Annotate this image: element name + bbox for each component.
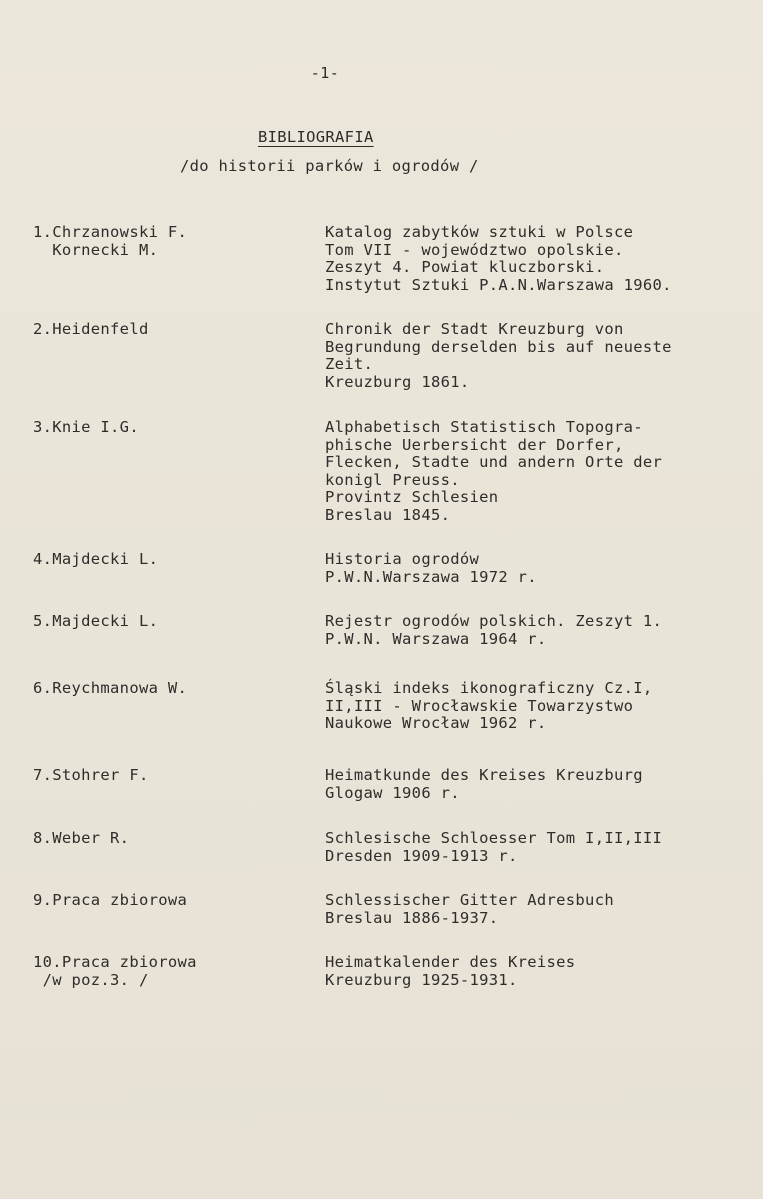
work-line: Glogaw 1906 r. bbox=[325, 783, 460, 802]
work-line: Historia ogrodów bbox=[325, 550, 480, 568]
entry-work bbox=[325, 830, 745, 865]
author-line: 4.Majdecki L. bbox=[33, 550, 159, 568]
entry-work bbox=[325, 551, 745, 586]
entry-author bbox=[33, 551, 313, 569]
work-line: Alphabetisch Statistisch Topogra- bbox=[325, 418, 643, 436]
author-line: 5.Majdecki L. bbox=[33, 612, 159, 630]
entry-work bbox=[325, 419, 745, 524]
work-line: P.W.N.Warszawa 1972 r. bbox=[325, 567, 537, 586]
entry-work bbox=[325, 892, 745, 927]
page-subtitle: /do historii parków i ogrodów / bbox=[180, 157, 479, 175]
work-line: Zeit. bbox=[325, 355, 374, 373]
work-line: Dresden 1909-1913 r. bbox=[325, 846, 518, 865]
author-line: Kornecki M. bbox=[33, 240, 159, 259]
work-line: konigl Preuss. bbox=[325, 470, 460, 489]
entry-author bbox=[33, 224, 313, 259]
author-line: 10.Praca zbiorowa bbox=[33, 953, 197, 971]
work-line: II,III - Wrocławskie Towarzystwo bbox=[325, 696, 634, 715]
work-line: Chronik der Stadt Kreuzburg von bbox=[325, 320, 624, 338]
author-line: 1.Chrzanowski F. bbox=[33, 223, 188, 241]
work-line: Heimatkalender des Kreises bbox=[325, 953, 576, 971]
entry-work bbox=[325, 767, 745, 802]
work-line: Breslau 1845. bbox=[325, 505, 451, 524]
work-line: Kreuzburg 1861. bbox=[325, 372, 470, 391]
work-line: Śląski indeks ikonograficzny Cz.I, bbox=[325, 679, 653, 697]
page-title: BIBLIOGRAFIA bbox=[258, 128, 374, 146]
work-line: Heimatkunde des Kreises Kreuzburg bbox=[325, 766, 643, 784]
work-line: Schlesische Schloesser Tom I,II,III bbox=[325, 829, 663, 847]
entry-author bbox=[33, 892, 313, 910]
work-line: Schlessischer Gitter Adresbuch bbox=[325, 891, 614, 909]
entry-author bbox=[33, 830, 313, 848]
work-line: Begrundung derselden bis auf neueste bbox=[325, 337, 672, 356]
work-line: Provintz Schlesien bbox=[325, 488, 499, 506]
work-line: Naukowe Wrocław 1962 r. bbox=[325, 714, 547, 732]
entry-work bbox=[325, 954, 745, 989]
work-line: Kreuzburg 1925-1931. bbox=[325, 970, 518, 989]
entry-work bbox=[325, 321, 745, 391]
entry-author bbox=[33, 419, 313, 437]
entry-work bbox=[325, 224, 745, 294]
work-line: Tom VII - województwo opolskie. bbox=[325, 240, 624, 259]
author-line: /w poz.3. / bbox=[33, 970, 149, 989]
work-line: Katalog zabytków sztuki w Polsce bbox=[325, 223, 634, 241]
entry-work bbox=[325, 613, 745, 648]
entry-work bbox=[325, 680, 745, 733]
author-line: 2.Heidenfeld bbox=[33, 320, 149, 338]
work-line: Instytut Sztuki P.A.N.Warszawa 1960. bbox=[325, 275, 672, 294]
work-line: Breslau 1886-1937. bbox=[325, 908, 499, 927]
author-line: 3.Knie I.G. bbox=[33, 418, 139, 436]
work-line: Rejestr ogrodów polskich. Zeszyt 1. bbox=[325, 612, 663, 630]
entry-author bbox=[33, 613, 313, 631]
work-line: Zeszyt 4. Powiat kluczborski. bbox=[325, 258, 605, 276]
entry-author bbox=[33, 321, 313, 339]
entry-author bbox=[33, 680, 313, 698]
author-line: 7.Stohrer F. bbox=[33, 766, 149, 784]
work-line: P.W.N. Warszawa 1964 r. bbox=[325, 629, 547, 648]
page-number: -1- bbox=[310, 64, 340, 82]
author-line: 9.Praca zbiorowa bbox=[33, 891, 188, 909]
work-line: Flecken, Stadte und andern Orte der bbox=[325, 453, 663, 471]
work-line: phische Uerbersicht der Dorfer, bbox=[325, 435, 624, 454]
entry-author bbox=[33, 954, 313, 989]
author-line: 8.Weber R. bbox=[33, 829, 130, 847]
entry-author bbox=[33, 767, 313, 785]
author-line: 6.Reychmanowa W. bbox=[33, 679, 188, 697]
